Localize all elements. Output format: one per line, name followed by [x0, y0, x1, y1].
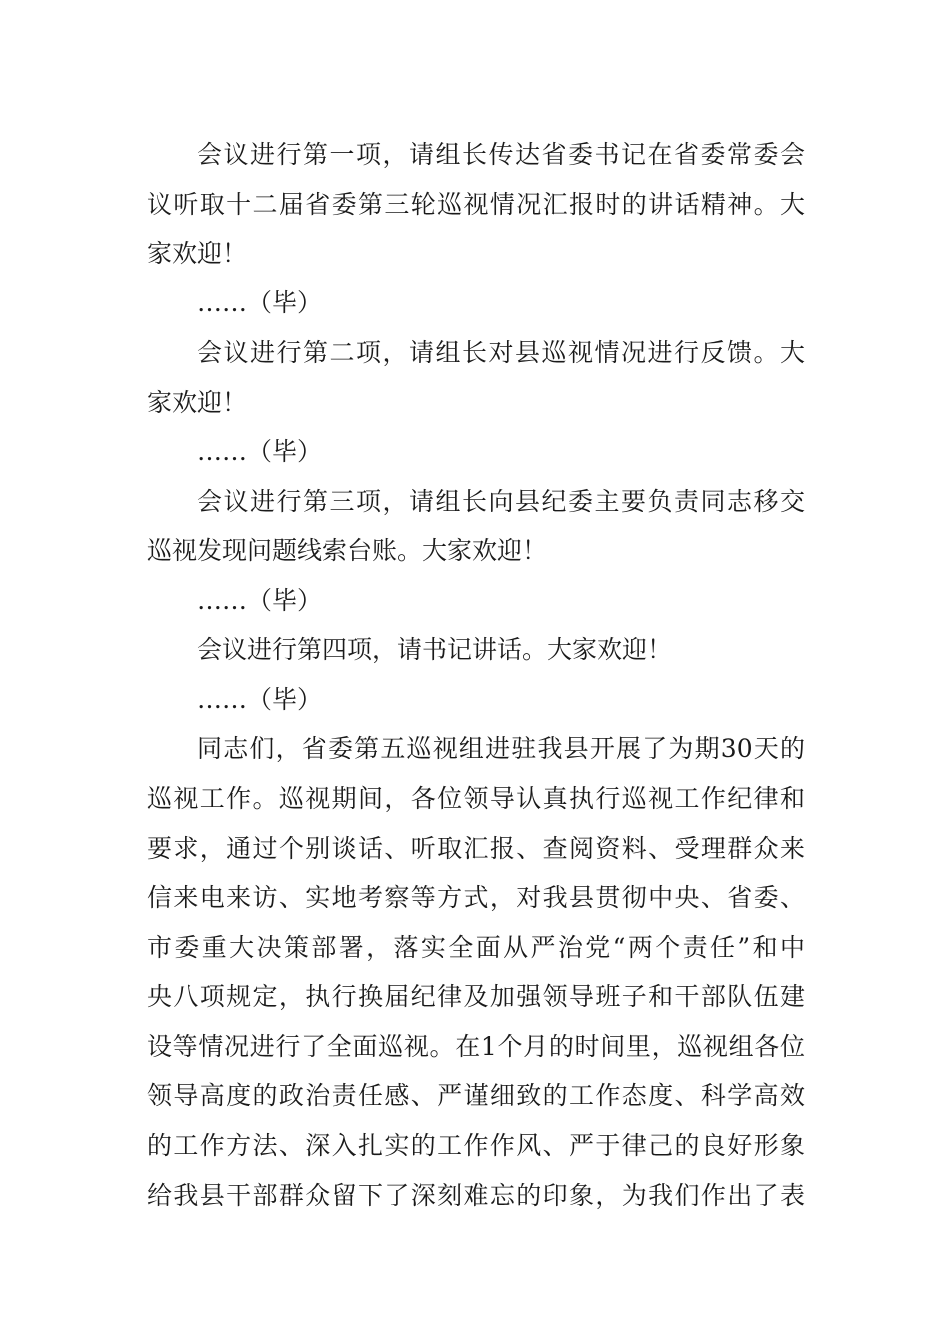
paragraph-4-line-1: 会议进行第四项，请书记讲话。大家欢迎！: [197, 635, 673, 664]
paragraph-5-line-1: 同志们，省委第五巡视组进驻我县开展了为期30天的: [197, 734, 805, 763]
paragraph-5-line-4: 信来电来访、实地考察等方式，对我县贯彻中央、省委、: [147, 883, 805, 912]
end-mark-1: ……（毕）: [197, 288, 323, 317]
paragraph-1-line-1: 会议进行第一项，请组长传达省委书记在省委常委会: [197, 140, 805, 169]
paragraph-3-line-2: 巡视发现问题线索台账。大家欢迎！: [147, 536, 548, 565]
paragraph-5-line-8: 领导高度的政治责任感、严谨细致的工作态度、科学高效: [147, 1081, 805, 1110]
end-mark-4: ……（毕）: [197, 685, 323, 714]
paragraph-5-line-10: 给我县干部群众留下了深刻难忘的印象，为我们作出了表: [147, 1181, 805, 1210]
paragraph-5-line-9: 的工作方法、深入扎实的工作作风、严于律己的良好形象: [147, 1131, 805, 1160]
paragraph-5-line-6: 央八项规定，执行换届纪律及加强领导班子和干部队伍建: [147, 982, 805, 1011]
end-mark-2: ……（毕）: [197, 437, 323, 466]
paragraph-5-line-3: 要求，通过个别谈话、听取汇报、查阅资料、受理群众来: [147, 834, 805, 863]
paragraph-2-line-2: 家欢迎！: [147, 388, 248, 417]
paragraph-3-line-1: 会议进行第三项，请组长向县纪委主要负责同志移交: [197, 487, 805, 516]
paragraph-1-line-2: 议听取十二届省委第三轮巡视情况汇报时的讲话精神。大: [147, 190, 805, 219]
paragraph-5-line-7: 设等情况进行了全面巡视。在1个月的时间里，巡视组各位: [147, 1032, 805, 1061]
paragraph-1-line-3: 家欢迎！: [147, 239, 248, 268]
paragraph-2-line-1: 会议进行第二项，请组长对县巡视情况进行反馈。大: [197, 338, 805, 367]
end-mark-3: ……（毕）: [197, 586, 323, 615]
paragraph-5-line-2: 巡视工作。巡视期间，各位领导认真执行巡视工作纪律和: [147, 784, 805, 813]
paragraph-5-line-5: 市委重大决策部署，落实全面从严治党“两个责任”和中: [147, 933, 805, 962]
